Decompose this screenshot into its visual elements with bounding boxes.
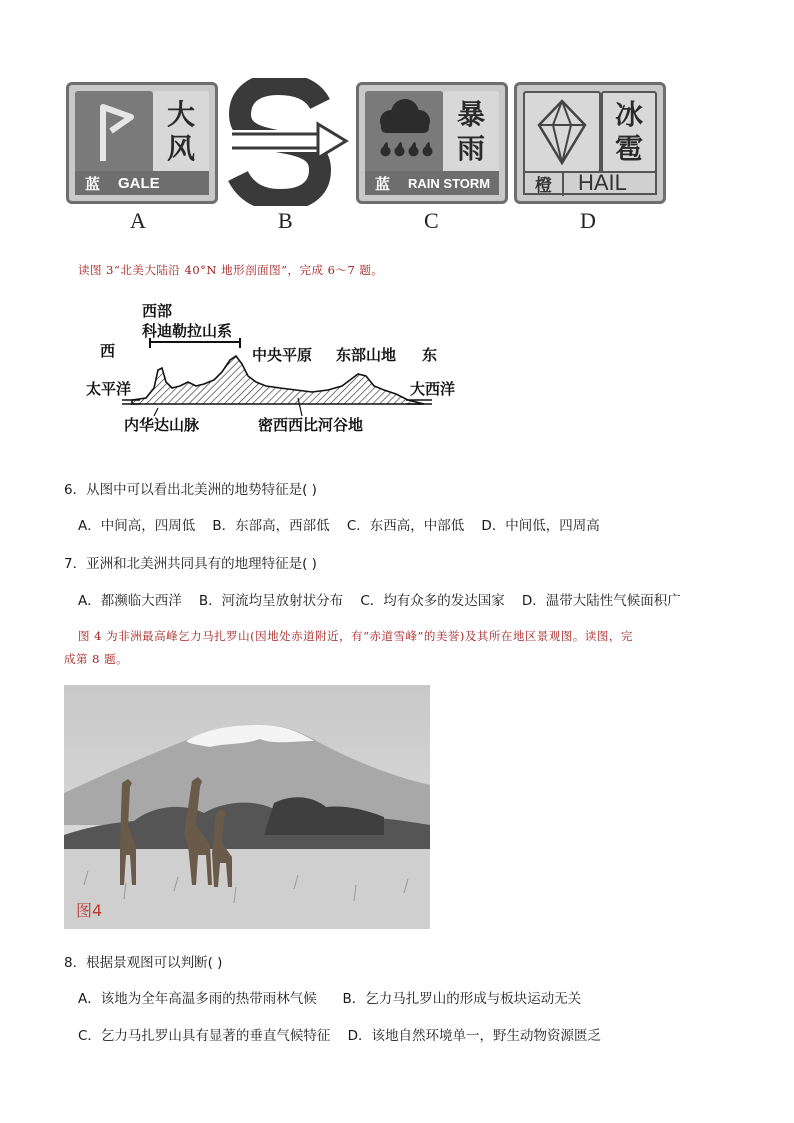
west-label: 西 — [100, 342, 116, 360]
option-letter-c: C — [424, 208, 439, 233]
question-8-options-row1: A．该地为全年高温多雨的热带雨林气候 B．乞力马扎罗山的形成与板块运动无关 — [78, 991, 582, 1007]
instruction-q8-line1: 图 4 为非洲最高峰乞力马扎罗山(因地处赤道附近，有“赤道雪峰”的美誉)及其所在地区景观图。读图，完 — [78, 629, 633, 643]
question-8-stem: 8．根据景观图可以判断( ) — [64, 955, 223, 971]
rainstorm-cn-char-1: 暴 — [456, 98, 485, 131]
option-letter-a: A — [130, 208, 146, 233]
east-highland-label: 东部山地 — [336, 346, 397, 364]
option-letter-b: B — [278, 208, 293, 233]
figure-4-label: 图4 — [76, 901, 103, 920]
warning-signs-figure — [62, 78, 672, 238]
question-6-stem: 6．从图中可以看出北美洲的地势特征是( ) — [64, 482, 317, 498]
hail-en-name: HAIL — [578, 170, 627, 195]
question-6-options: A．中间高，四周低 B．东部高，西部低 C．东西高，中部低 D．中间低，四周高 — [78, 518, 600, 534]
gale-cn-char-2: 风 — [166, 132, 195, 165]
kilimanjaro-photo — [64, 685, 430, 929]
central-plain-label: 中央平原 — [252, 346, 313, 364]
rainstorm-en-name: RAIN STORM — [408, 175, 491, 191]
flag-icon — [75, 91, 153, 173]
gale-warning-sign — [66, 82, 218, 204]
cordillera-label-line2: 科迪勒拉山系 — [142, 322, 233, 340]
hail-level: 橙 — [535, 171, 564, 196]
terrain-profile-figure — [84, 296, 484, 446]
cloud-rain-icon — [365, 91, 443, 173]
s-arrow-symbol — [220, 78, 356, 206]
gale-en-name: GALE — [118, 174, 160, 192]
rainstorm-warning-sign — [356, 82, 508, 204]
rainstorm-footer — [365, 171, 499, 195]
hail-warning-sign — [514, 82, 666, 204]
east-label: 东 — [422, 346, 438, 364]
cordillera-label-line1: 西部 — [142, 302, 173, 320]
rainstorm-level: 蓝 — [375, 174, 391, 193]
gale-level: 蓝 — [85, 174, 101, 193]
gale-cn-char-1: 大 — [166, 98, 195, 131]
question-7-stem: 7．亚洲和北美洲共同具有的地理特征是( ) — [64, 556, 317, 572]
atlantic-label: 大西洋 — [410, 380, 456, 398]
mississippi-label: 密西西比河谷地 — [258, 416, 364, 434]
rainstorm-cn-char-2: 雨 — [456, 132, 485, 165]
hail-footer — [523, 171, 657, 195]
option-letter-d: D — [580, 208, 596, 233]
question-7-options: A．都濒临大西洋 B．河流均呈放射状分布 C．均有众多的发达国家 D．温带大陆性气候面积广 — [78, 593, 681, 609]
hail-cn-char-1: 冰 — [614, 98, 643, 131]
question-8-options-row2: C．乞力马扎罗山具有显著的垂直气候特征 D．该地自然环境单一，野生动物资源匮乏 — [78, 1028, 601, 1044]
hail-cn-char-2: 雹 — [614, 132, 643, 165]
nevada-label: 内华达山脉 — [124, 416, 200, 434]
instruction-q6-7: 读图 3“北美大陆沿 40°N 地形剖面图”，完成 6～7 题。 — [78, 263, 384, 277]
hailstone-icon — [523, 91, 601, 173]
gale-footer — [75, 171, 209, 195]
pacific-label: 太平洋 — [86, 380, 132, 398]
instruction-q8-line2: 成第 8 题。 — [64, 652, 129, 666]
